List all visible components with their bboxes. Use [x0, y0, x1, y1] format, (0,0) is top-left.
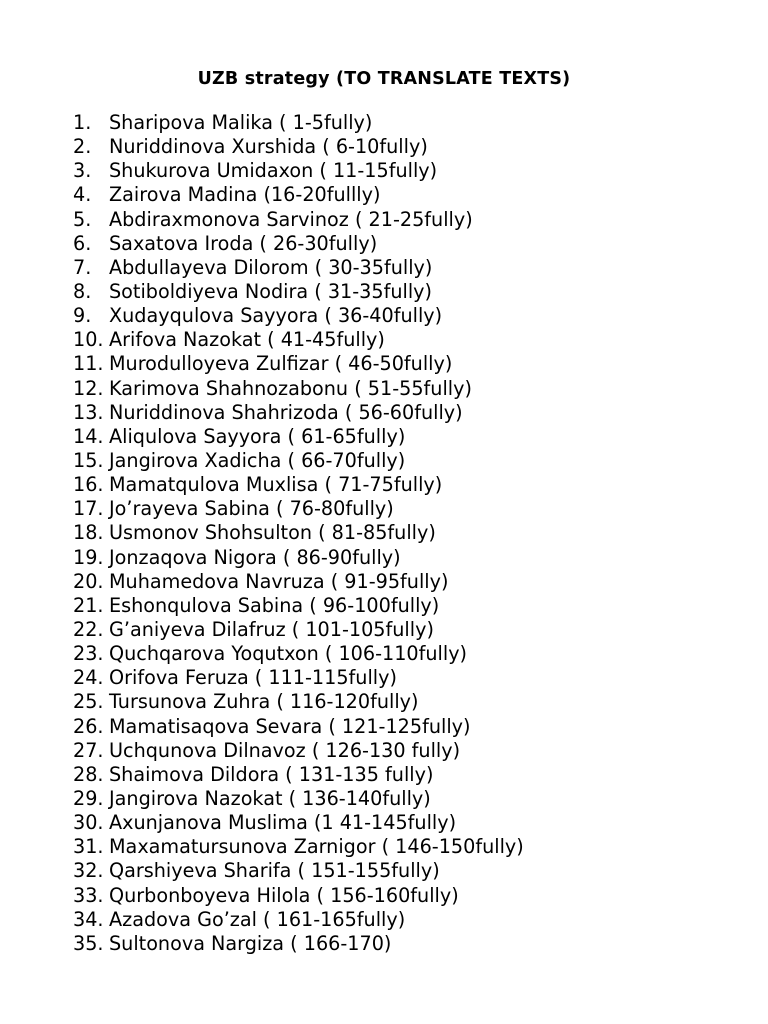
list-item [73, 763, 524, 787]
list-item [73, 449, 524, 473]
list-item-number: 19. [73, 545, 104, 569]
list-item [73, 594, 524, 618]
list-item [73, 280, 524, 304]
list-item-number: 3. [73, 159, 92, 183]
list-item-text: Jonzaqova Nigora ( 86-90fully) [109, 545, 401, 569]
list-item-text: Mamatisaqova Sevara ( 121-125fully) [109, 714, 471, 738]
list-item-text: Arifova Nazokat ( 41-45fully) [109, 328, 385, 352]
list-item-text: Nuriddinova Shahrizoda ( 56-60fully) [109, 400, 463, 424]
list-item [73, 473, 524, 497]
list-item-number: 14. [73, 424, 104, 448]
list-item-number: 15. [73, 448, 104, 472]
list-item-number: 29. [73, 786, 104, 810]
list-item [73, 546, 524, 570]
list-item-number: 34. [73, 907, 104, 931]
list-item [73, 304, 524, 328]
list-item-text: Shukurova Umidaxon ( 11-15fully) [109, 159, 438, 183]
list-item-text: Sultonova Nargiza ( 166-170) [109, 931, 392, 955]
list-item [73, 787, 524, 811]
list-item-text: Karimova Shahnozabonu ( 51-55fully) [109, 376, 472, 400]
list-item-text: Nuriddinova Xurshida ( 6-10fully) [109, 135, 428, 159]
list-item-number: 17. [73, 497, 104, 521]
list-item [73, 111, 524, 135]
assignment-list [73, 111, 524, 956]
list-item-number: 28. [73, 762, 104, 786]
list-item-text: Muhamedova Navruza ( 91-95fully) [109, 569, 449, 593]
list-item-text: Xudayqulova Sayyora ( 36-40fully) [109, 304, 443, 328]
list-item-text: Jangirova Nazokat ( 136-140fully) [109, 786, 431, 810]
list-item-number: 22. [73, 617, 104, 641]
list-item [73, 328, 524, 352]
list-item-text: Zairova Madina (16-20fullly) [109, 183, 381, 207]
list-item [73, 570, 524, 594]
list-item-number: 32. [73, 859, 104, 883]
list-item-text: Sharipova Malika ( 1-5fully) [109, 111, 373, 134]
list-item-number: 24. [73, 666, 104, 690]
list-item-text: Tursunova Zuhra ( 116-120fully) [109, 690, 419, 714]
list-item [73, 835, 524, 859]
list-item-number: 16. [73, 473, 104, 497]
list-item-number: 35. [73, 931, 104, 955]
list-item-number: 23. [73, 642, 104, 666]
list-item-number: 12. [73, 376, 104, 400]
list-item [73, 183, 524, 207]
list-item-text: Azadova Go’zal ( 161-165fully) [109, 907, 406, 931]
list-item-text: Abdullayeva Dilorom ( 30-35fully) [109, 255, 433, 279]
list-item [73, 256, 524, 280]
list-item [73, 377, 524, 401]
list-item-text: Quchqarova Yoqutxon ( 106-110fully) [109, 642, 468, 666]
list-item-text: Abdiraxmonova Sarvinoz ( 21-25fully) [109, 207, 473, 231]
list-item [73, 232, 524, 256]
list-item [73, 425, 524, 449]
list-item-text: Jo’rayeva Sabina ( 76-80fully) [109, 497, 394, 521]
list-item-number: 6. [73, 231, 92, 255]
list-item [73, 884, 524, 908]
list-item-number: 31. [73, 835, 104, 859]
list-item [73, 352, 524, 376]
list-item-number: 27. [73, 738, 104, 762]
list-item [73, 159, 524, 183]
list-item-text: Murodulloyeva Zulfizar ( 46-50fully) [109, 352, 453, 376]
list-item [73, 208, 524, 232]
list-item-number: 18. [73, 521, 104, 545]
list-item [73, 690, 524, 714]
list-item-text: Usmonov Shohsulton ( 81-85fully) [109, 521, 436, 545]
list-item-number: 8. [73, 279, 92, 303]
list-item-number: 5. [73, 207, 92, 231]
list-item [73, 666, 524, 690]
list-item-number: 20. [73, 569, 104, 593]
list-item [73, 908, 524, 932]
list-item-number: 26. [73, 714, 104, 738]
document-title: UZB strategy (TO TRANSLATE TEXTS) [197, 69, 571, 89]
list-item-text: Aliqulova Sayyora ( 61-65fully) [109, 424, 406, 448]
list-item-number: 25. [73, 690, 104, 714]
list-item-text: Qurbonboyeva Hilola ( 156-160fully) [109, 883, 459, 907]
list-item [73, 715, 524, 739]
list-item-number: 33. [73, 883, 104, 907]
list-item-text: Uchqunova Dilnavoz ( 126-130 fully) [109, 738, 461, 762]
list-item-number: 9. [73, 304, 92, 328]
list-item [73, 401, 524, 425]
list-item-text: Mamatqulova Muxlisa ( 71-75fully) [109, 473, 443, 497]
list-item-number: 21. [73, 593, 104, 617]
list-item-text: Axunjanova Muslima (1 41-145fully) [109, 811, 457, 835]
list-item-text: Sotiboldiyeva Nodira ( 31-35fully) [109, 279, 433, 303]
list-item-text: G’aniyeva Dilafruz ( 101-105fully) [109, 617, 434, 641]
list-item-number: 30. [73, 811, 104, 835]
list-item-number: 2. [73, 135, 92, 159]
list-item-text: Saxatova Iroda ( 26-30fully) [109, 231, 378, 255]
list-item [73, 932, 524, 956]
list-item [73, 811, 524, 835]
list-item-number: 7. [73, 255, 92, 279]
list-item [73, 521, 524, 545]
list-item-text: Qarshiyeva Sharifa ( 151-155fully) [109, 859, 440, 883]
list-item [73, 618, 524, 642]
list-item-number: 1. [73, 111, 92, 134]
list-item-number: 4. [73, 183, 92, 207]
list-item-text: Orifova Feruza ( 111-115fully) [109, 666, 397, 690]
list-item-number: 13. [73, 400, 104, 424]
list-item-number: 11. [73, 352, 104, 376]
list-item [73, 642, 524, 666]
list-item-text: Eshonqulova Sabina ( 96-100fully) [109, 593, 440, 617]
list-item [73, 739, 524, 763]
list-item-number: 10. [73, 328, 104, 352]
list-item-text: Shaimova Dildora ( 131-135 fully) [109, 762, 434, 786]
list-item-text: Maxamatursunova Zarnigor ( 146-150fully) [109, 835, 524, 859]
list-item [73, 497, 524, 521]
list-item [73, 859, 524, 883]
list-item-text: Jangirova Xadicha ( 66-70fully) [109, 448, 406, 472]
list-item [73, 135, 524, 159]
